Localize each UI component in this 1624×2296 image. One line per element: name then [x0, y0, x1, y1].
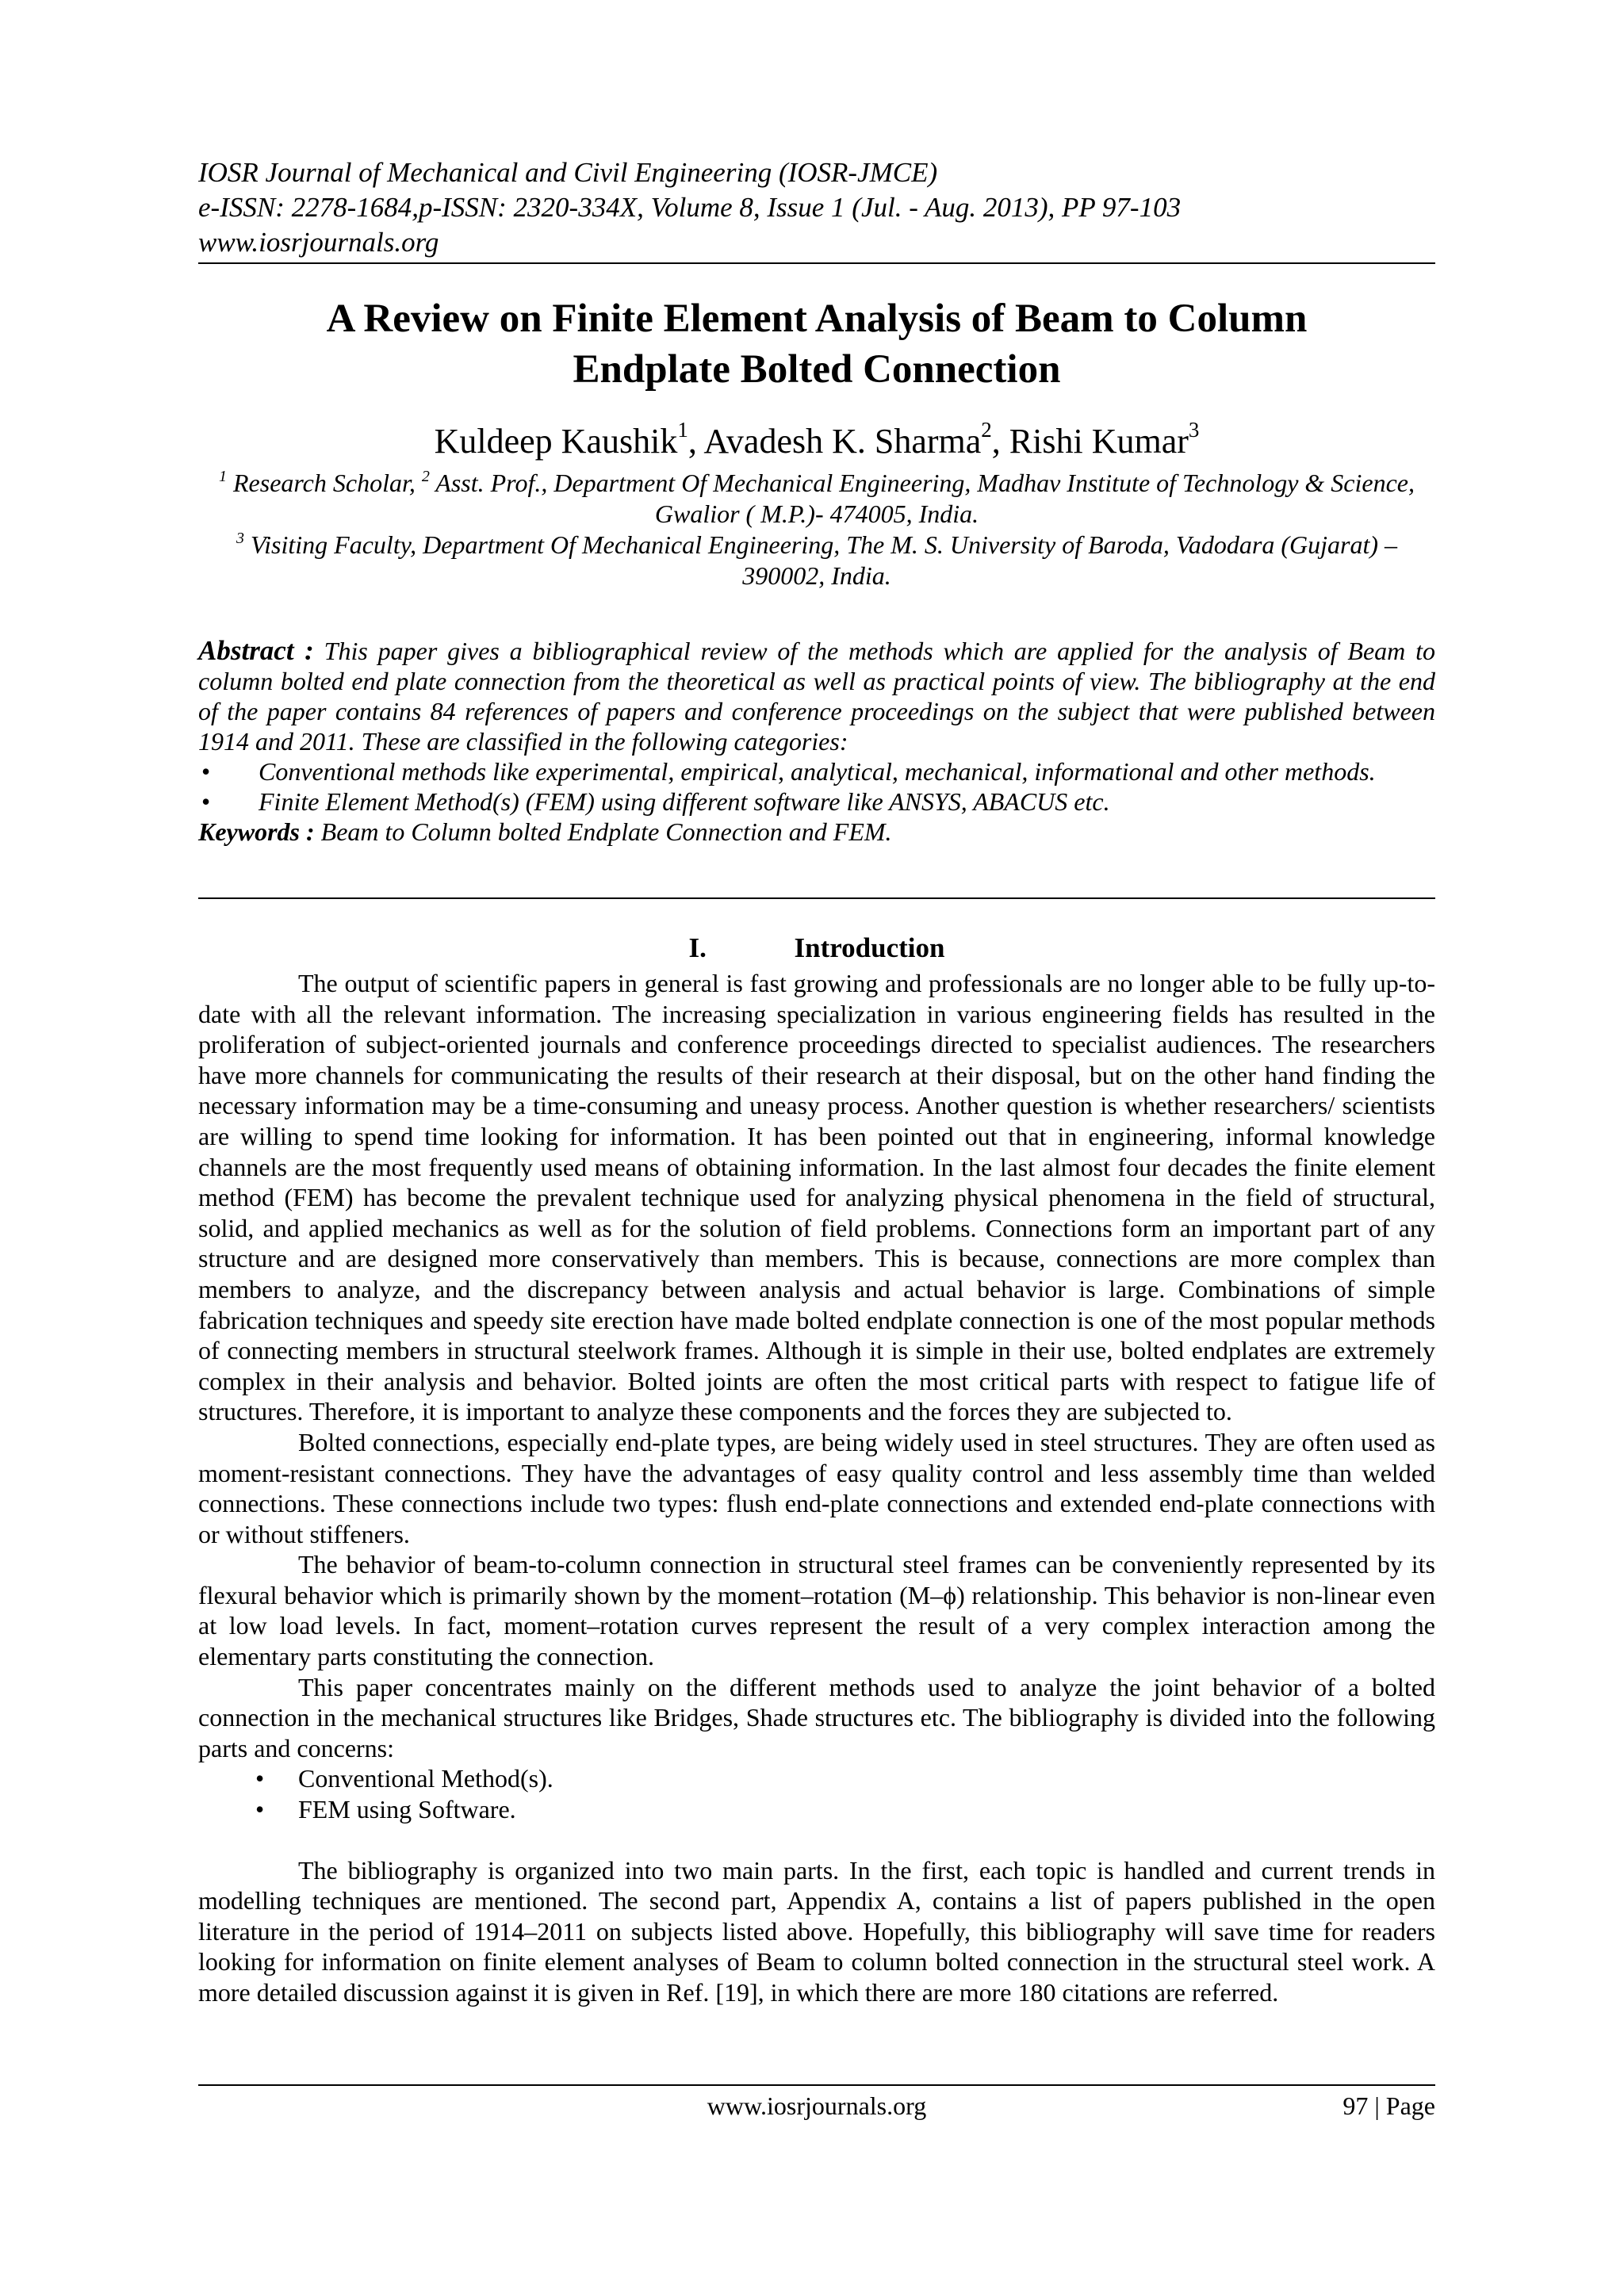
journal-name: IOSR Journal of Mechanical and Civil Engineering (IOSR-JMCE)	[198, 157, 938, 188]
title-line-2: Endplate Bolted Connection	[573, 347, 1061, 392]
author-affil-sup: 3	[1188, 418, 1200, 442]
section-title: Introduction	[794, 932, 945, 963]
bullet-text: Conventional Method(s).	[298, 1764, 553, 1793]
affiliations	[198, 468, 1435, 591]
title-line-1: A Review on Finite Element Analysis of Beam to Column	[326, 297, 1308, 341]
list-item	[198, 756, 1435, 786]
abstract-paragraph	[198, 636, 1435, 756]
bullet-text: Conventional methods like experimental, empirical, analytical, mechanical, informational and other methods.	[259, 757, 1376, 786]
bullet-text: FEM using Software.	[298, 1795, 516, 1824]
footer-page-number: 97 | Page	[1342, 2091, 1435, 2120]
bullet-icon: •	[201, 787, 211, 816]
footer-website: www.iosrjournals.org	[707, 2091, 927, 2120]
spacer	[198, 1825, 1435, 1855]
author-name: Kuldeep Kaushik	[434, 422, 678, 461]
bullet-icon: •	[255, 1764, 265, 1793]
abstract-label: Abstract :	[198, 635, 314, 666]
section-body	[198, 968, 1435, 2008]
affil-text: Research Scholar,	[226, 469, 422, 497]
author-name: Rishi Kumar	[1009, 422, 1189, 461]
body-paragraph: Bolted connections, especially end-plate types, are being widely used in steel structures. They are often used as moment-resistant connections. They have the advantages of easy quality control and less assembly time than welded connections. These connections include two types: flush end-plate connections and extended end-plate connections with or without stiffeners.	[198, 1427, 1435, 1548]
footer-rule	[198, 2084, 1435, 2086]
journal-website: www.iosrjournals.org	[198, 227, 439, 258]
body-paragraph: The output of scientific papers in general is fast growing and professionals are no longer able to be fully up-to-date with all the relevant information. The increasing specialization in various engineering fields has resulted in the proliferation of subject-oriented journals and conference proceedings directed to specialist audiences. The researchers have more channels for communicating the results of their research at their disposal, but on the other hand finding the necessary information may be a time-consuming and uneasy process. Another question is whether researchers/ scientists are willing to spend time looking for information. It has been pointed out that in engineering, informal knowledge channels are the most frequently used means of obtaining information. In the last almost four decades the finite element method (FEM) has become the prevalent technique used for analyzing physical phenomena in the field of structural, solid, and applied mechanics as well as for the solution of field problems. Connections form an important part of any structure and are designed more conservatively than members. This is because, connections are more complex than members to analyze, and the discrepancy between analysis and actual behavior is large. Combinations of simple fabrication techniques and speedy site erection have made bolted endplate connection is one of the most popular methods of connecting members in structural steelwork frames. Although it is simple in their use, bolted endplates are extremely complex in their analysis and behavior. Bolted joints are often the most critical parts with respect to fatigue life of structures. Therefore, it is important to analyze these components and the forces they are subjected to.	[198, 969, 1435, 1426]
journal-header	[198, 155, 1435, 260]
keywords	[198, 817, 1435, 847]
bullet-icon: •	[255, 1795, 265, 1824]
author-affil-sup: 1	[677, 418, 688, 442]
affil-sup: 1	[218, 468, 227, 485]
abstract-text: This paper gives a bibliographical review of the methods which are applied for the analysis of Beam to column bolted end plate connection from the theoretical as well as practical points of view. The bibliography at the end of the paper contains 84 references of papers and conference proceedings on the subject that were published between 1914 and 2011. These are classified in the following categories:	[198, 637, 1435, 756]
list-item	[198, 786, 1435, 817]
body-bullet-list	[198, 1763, 1435, 1824]
affiliation-3	[198, 530, 1435, 591]
author-list	[198, 420, 1435, 463]
affil-text: Asst. Prof., Department Of Mechanical Engineering, Madhav Institute of Technology & Science, Gwalior ( M.P.)- 474005, India.	[429, 469, 1415, 528]
author-name: Avadesh K. Sharma	[703, 422, 982, 461]
header-rule	[198, 262, 1435, 264]
affil-text: Visiting Faculty, Department Of Mechanical Engineering, The M. S. University of Baroda, Vadodara (Gujarat) – 390002, India.	[243, 530, 1397, 590]
abstract-bullet-list	[198, 756, 1435, 817]
abstract-block	[198, 636, 1435, 847]
bullet-icon: •	[201, 757, 211, 786]
section-number: I.	[688, 932, 707, 963]
author-separator: ,	[991, 422, 1009, 461]
affiliation-1-2	[198, 468, 1435, 530]
author-affil-sup: 2	[981, 418, 992, 442]
body-paragraph: The bibliography is organized into two main parts. In the first, each topic is handled and current trends in modelling techniques are mentioned. The second part, Appendix A, contains a list of papers published in the open literature in the period of 1914–2011 on subjects listed above. Hopefully, this bibliography will save time for readers looking for information on finite element analyses of Beam to column bolted connection in the structural steel work. A more detailed discussion against it is given in Ref. [19], in which there are more 180 citations are referred.	[198, 1855, 1435, 2007]
affil-sup: 3	[236, 530, 244, 547]
author-separator: ,	[688, 422, 704, 461]
body-paragraph: The behavior of beam-to-column connection in structural steel frames can be conveniently represented by its flexural behavior which is primarily shown by the moment–rotation (M–ϕ) relationship. This behavior is non-linear even at low load levels. In fact, moment–rotation curves represent the result of a very complex interaction among the elementary parts constituting the connection.	[198, 1550, 1435, 1671]
list-item	[198, 1794, 1435, 1825]
body-paragraph: This paper concentrates mainly on the different methods used to analyze the joint behavior of a bolted connection in the mechanical structures like Bridges, Shade structures etc. The bibliography is divided into the following parts and concerns:	[198, 1672, 1435, 1762]
section-heading	[198, 931, 1435, 966]
keywords-text: Beam to Column bolted Endplate Connection and FEM.	[314, 817, 892, 846]
bullet-text: Finite Element Method(s) (FEM) using different software like ANSYS, ABACUS etc.	[259, 787, 1110, 816]
list-item	[198, 1763, 1435, 1794]
paper-title	[198, 293, 1435, 395]
keywords-label: Keywords :	[198, 817, 315, 846]
journal-issn: e-ISSN: 2278-1684,p-ISSN: 2320-334X, Volume 8, Issue 1 (Jul. - Aug. 2013), PP 97-103	[198, 192, 1182, 223]
affil-sup: 2	[421, 468, 430, 485]
abstract-rule	[198, 897, 1435, 899]
